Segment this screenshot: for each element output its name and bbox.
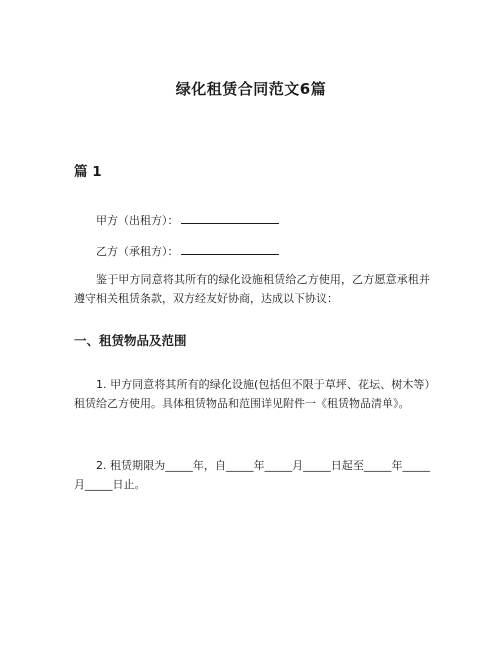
- party-a-blank: [181, 213, 279, 224]
- party-a-label: 甲方（出租方）：: [96, 214, 179, 227]
- clause-1-paragraph: 1. 甲方同意将其所有的绿化设施(包括但不限于草坪、花坛、树木等）租赁给乙方使用。具体租赁物品和范围详见附件一《租赁物品清单》。: [74, 378, 430, 410]
- party-b-line: [96, 243, 279, 259]
- clause-heading: 一、租赁物品及范围: [74, 333, 187, 348]
- party-b-label: 乙方（承租方）：: [96, 245, 179, 258]
- section-label: 篇 1: [74, 164, 102, 180]
- clause-2-paragraph: 2. 租赁期限为_____年，自_____年_____月_____日起至_____年_____月_____日止。: [74, 459, 430, 491]
- preamble-paragraph: 鉴于甲方同意将其所有的绿化设施租赁给乙方使用，乙方愿意承租并遵守相关租赁条款，双方经友好协商，达成以下协议：: [74, 273, 430, 305]
- party-a-line: [96, 212, 279, 228]
- document-title: 绿化租赁合同范文6篇: [175, 80, 327, 98]
- party-b-blank: [181, 244, 279, 255]
